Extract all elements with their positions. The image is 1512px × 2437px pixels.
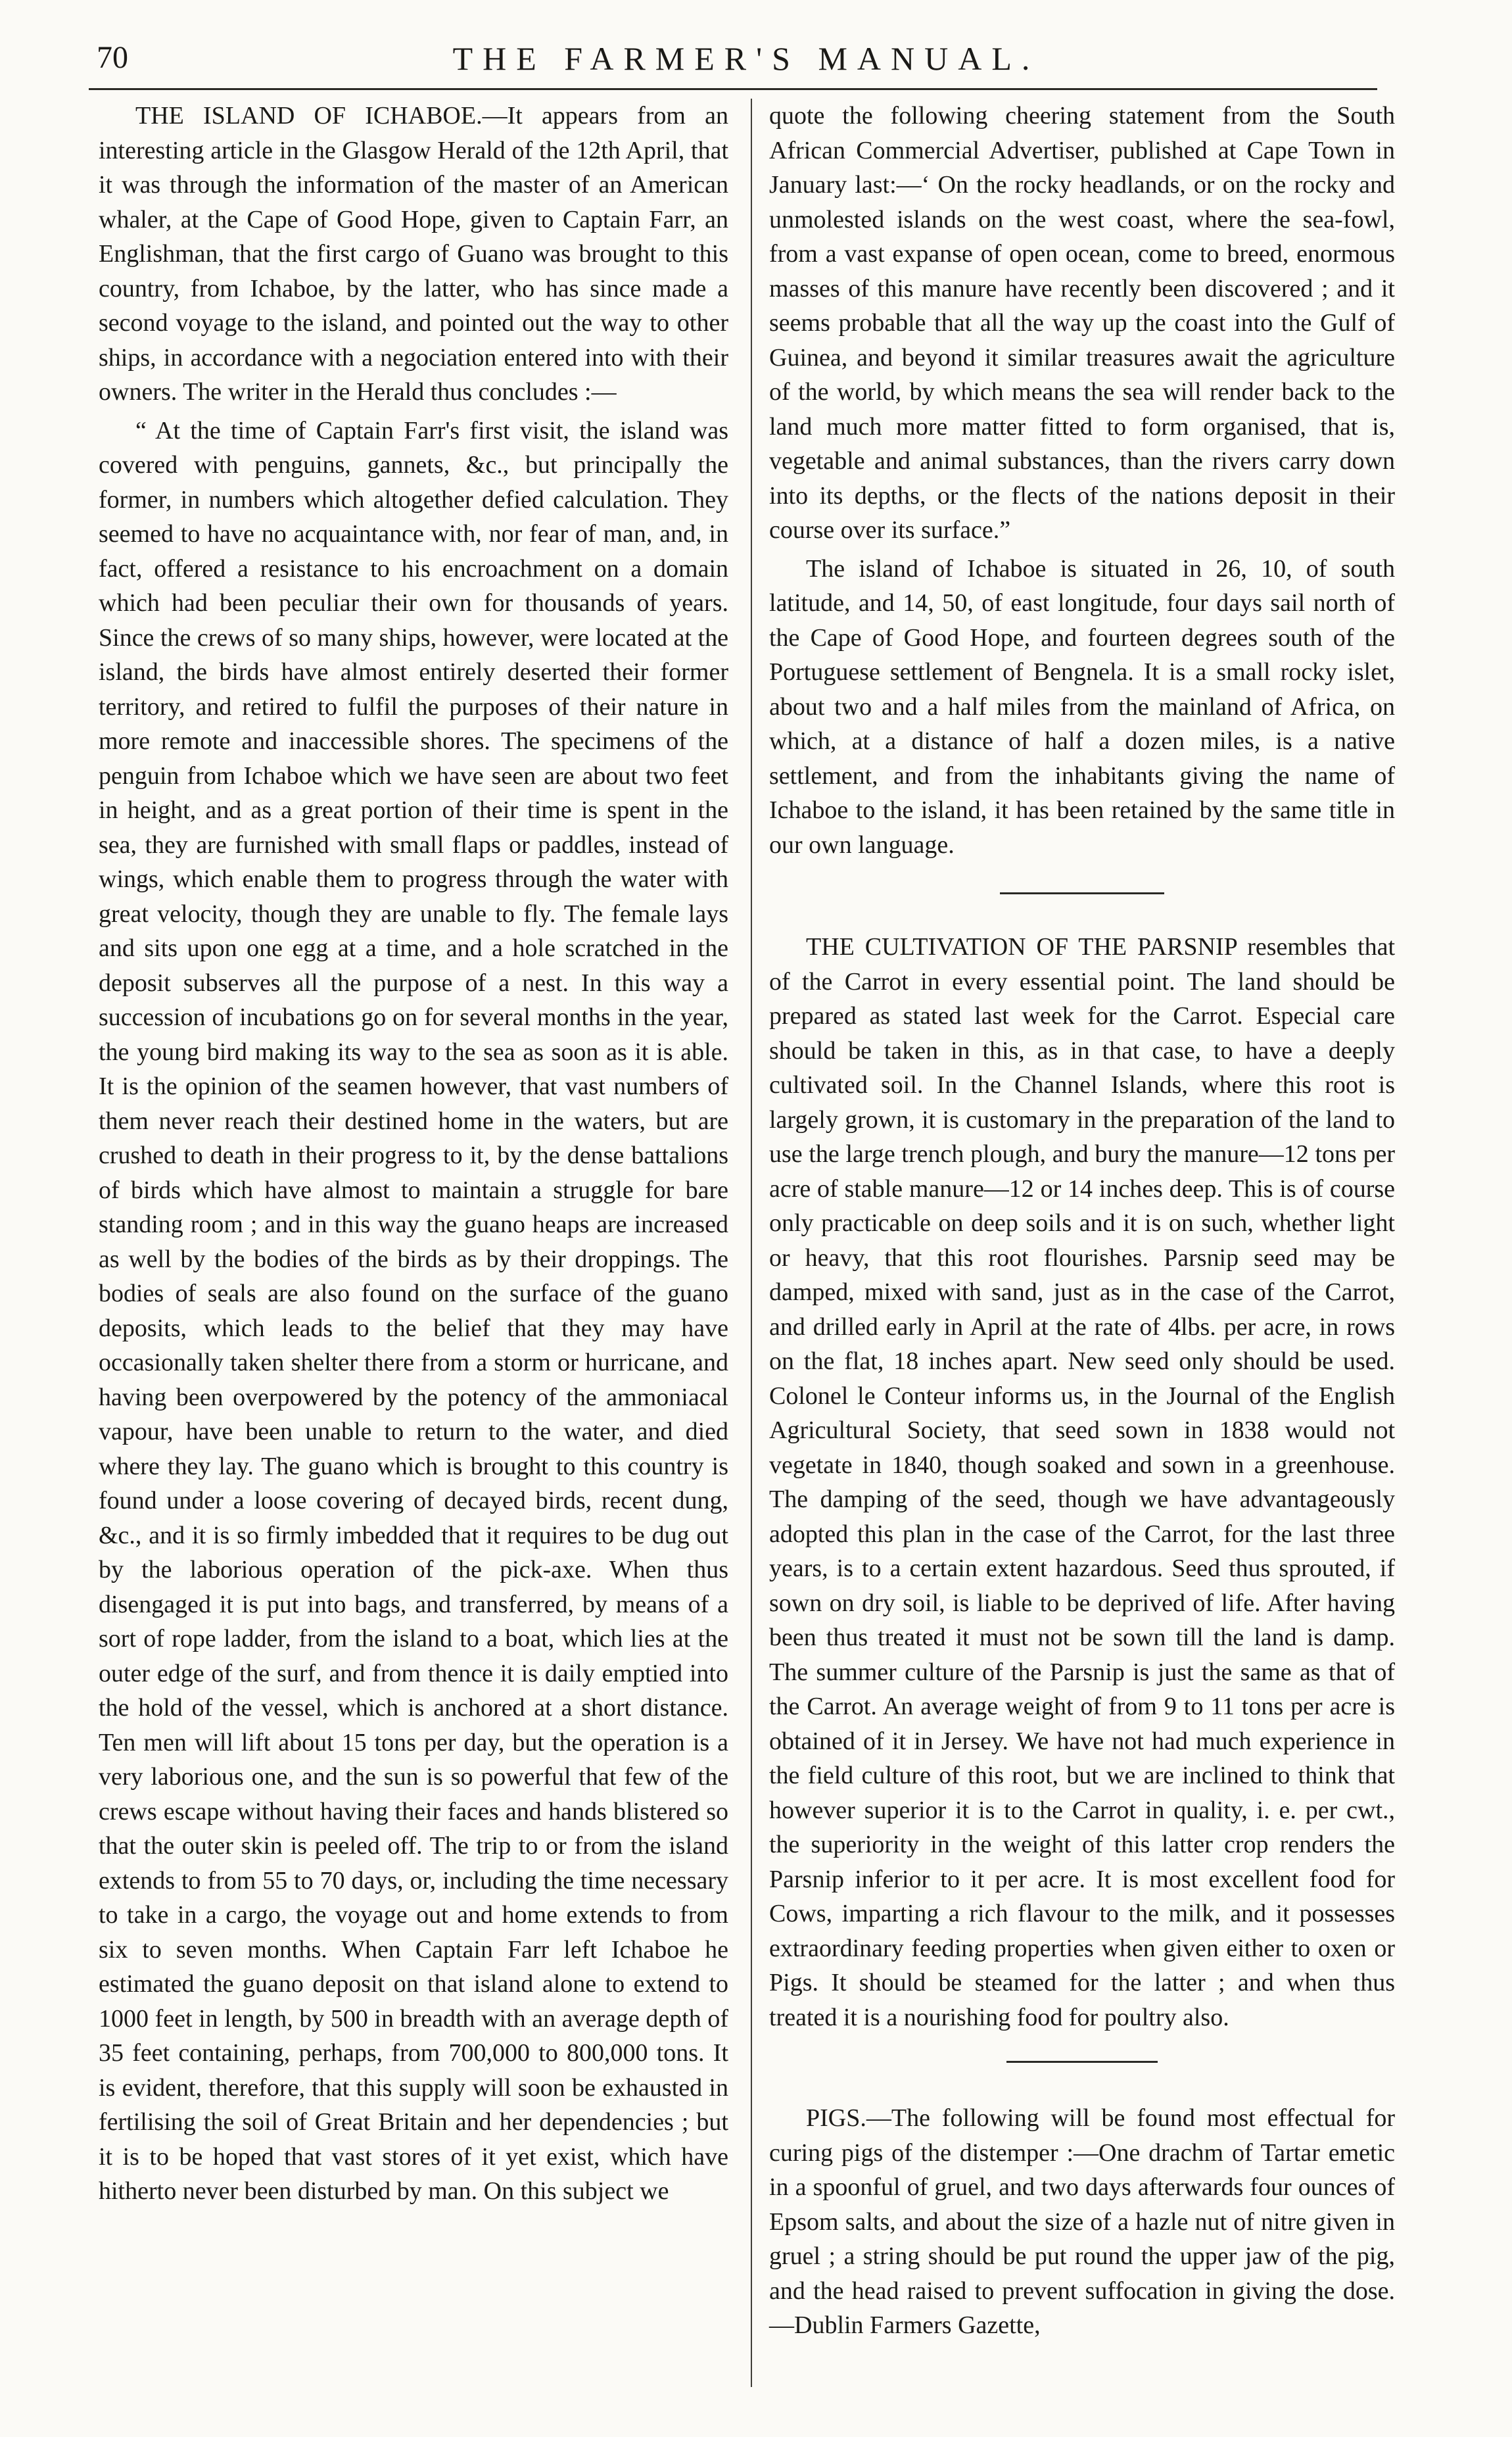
page-number: 70	[97, 40, 128, 75]
ichaboe-location-paragraph: The island of Ichaboe is situated in 26, 10, of south latitude, and 14, 50, of east longitude, four days sail north of the Cape of Good Hope, and fourteen degrees south of the Portuguese settlement of Bengnela. It is a small rocky islet, about two and a half miles from the mainland of Africa, on which, at a distance of half a dozen miles, is a native settlement, and from the inhabitants giving the name of Ichaboe to the island, it has been retained by the same title in our own language.	[769, 554, 1395, 859]
section-divider-2	[1006, 2061, 1158, 2063]
page-header	[89, 33, 1377, 90]
running-title: THE FARMER'S MANUAL.	[452, 40, 1040, 77]
ichaboe-intro-paragraph: THE ISLAND OF ICHABOE.—It appears from an interesting article in the Glasgow Herald of the 12th April, that it was through the information of the master of an American whaler, at the Cape of Good Hope, given to Captain Farr, an Englishman, that the first cargo of Guano was brought to this country, from Ichaboe, by the latter, who has since made a second voyage to the island, and pointed out the way to other ships, in accordance with a negociation entered into with their owners. The writer in the Herald thus concludes :—	[99, 102, 728, 406]
left-column	[99, 99, 728, 2209]
herald-quote-paragraph: “ At the time of Captain Farr's first visit, the island was covered with penguins, gannets, &c., but principally the former, in numbers which altogether defied calculation. They seemed to have no acquaintance with, nor fear of man, and, in fact, offered a resistance to his encroachment on a domain which had been peculiar their own for thousands of years. Since the crews of so many ships, however, were located at the island, the birds have almost entirely deserted their former territory, and retired to fulfil the purposes of their nature in more remote and inaccessible shores. The specimens of the penguin from Ichaboe which we have seen are about two feet in height, and as a great portion of their time is spent in the sea, they are furnished with small flaps or paddles, instead of wings, which enable them to progress through the water with great velocity, though they are unable to fly. The female lays and sits upon one egg at a time, and a hole scratched in the deposit subserves all the purpose of a nest. In this way a succession of incubations go on for several months in the year, the young bird making its way to the sea as soon as it is able. It is the opinion of the seamen however, that vast numbers of them never reach their destined home in the waters, but are crushed to death in their progress to it, by the dense battalions of birds which have almost to maintain a struggle for bare standing room ; and in this way the guano heaps are increased as well by the bodies of the birds as by their droppings. The bodies of seals are also found on the surface of the guano deposits, which leads to the belief that they may have occasionally taken shelter there from a storm or hurricane, and having been overpowered by the potency of the ammoniacal vapour, have been unable to return to the water, and died where they lay. The guano which is brought to this country is found under a loose covering of decayed birds, recent dung, &c., and it is so firmly imbedded that it requires to be dug out by the laborious operation of the pick-axe. When thus disengaged it is put into bags, and transferred, by means of a sort of rope ladder, from the island to a boat, which lies at the outer edge of the surf, and from thence it is daily emptied into the hold of the vessel, which is anchored at a short distance. Ten men will lift about 15 tons per day, but the operation is a very laborious one, and the sun is so powerful that few of the crews escape without having their faces and hands blistered so that the outer skin is peeled off. The trip to or from the island extends to from 55 to 70 days, or, including the time necessary to take in a cargo, the voyage out and home extends to from six to seven months. When Captain Farr left Ichaboe he estimated the guano deposit on that island alone to extend to 1000 feet in length, by 500 in breadth with an average depth of 35 feet containing, perhaps, from 700,000 to 800,000 tons. It is evident, therefore, that this supply will soon be exhausted in fertilising the soil of Great Britain and her dependencies ; but it is to be hoped that vast stores of it yet exist, which have hitherto never been disturbed by man. On this subject we	[99, 416, 728, 2205]
right-column	[769, 99, 1395, 2343]
parsnip-article: THE CULTIVATION OF THE PARSNIP resembles that of the Carrot in every essential point. The land should be prepared as stated last week for the Carrot. Especial care should be taken in this, as in that case, to have a deeply cultivated soil. In the Channel Islands, where this root is largely grown, it is customary in the preparation of the land to use the large trench plough, and bury the manure—12 tons per acre of stable manure—12 or 14 inches deep. This is of course only practicable on deep soils and it is on such, whether light or heavy, that this root flourishes. Parsnip seed may be damped, mixed with sand, just as in the case of the Carrot, and drilled early in April at the rate of 4lbs. per acre, in rows on the flat, 18 inches apart. New seed only should be used. Colonel le Conteur informs us, in the Journal of the English Agricultural Society, that seed sown in 1838 would not vegetate in 1840, though soaked and sown in a greenhouse. The damping of the seed, though we have advantageously adopted this plan in the case of the Carrot, for the last three years, is to a certain extent hazardous. Seed thus sprouted, if sown on dry soil, is liable to be deprived of life. After having been thus treated it must not be sown till the land is damp. The summer culture of the Parsnip is just the same as that of the Carrot. An average weight of from 9 to 11 tons per acre is obtained of it in Jersey. We have not had much experience in the field culture of this root, but we are inclined to think that however superior it is to the Carrot in quality, i. e. per cwt., the superiority in the weight of this latter crop renders the Parsnip inferior to it per acre. It is most excellent food for Cows, imparting a rich flavour to the milk, and it possesses extraordinary feeding properties when given either to oxen or Pigs. It should be steamed for the latter ; and when thus treated it is a nourishing food for poultry also.	[769, 933, 1395, 2031]
section-divider	[1000, 892, 1164, 894]
column-divider	[751, 99, 752, 2387]
quote-continuation-paragraph: quote the following cheering statement from the South African Commercial Advertiser, published at Cape Town in January last:—‘ On the rocky headlands, or on the rocky and unmolested islands on the west coast, where the sea-fowl, from a vast expanse of open ocean, come to breed, enormous masses of this manure have recently been discovered ; and it seems probable that all the way up the coast into the Gulf of Guinea, and beyond it similar treasures await the agriculture of the world, by which means the sea will render back to the land much more matter fitted to form organised, that is, vegetable and animal substances, than the rivers carry down into its depths, or the flects of the nations deposit in their course over its surface.”	[769, 102, 1395, 544]
pigs-article: PIGS.—The following will be found most effectual for curing pigs of the distemper :—One drachm of Tartar emetic in a spoonful of gruel, and two days afterwards four ounces of Epsom salts, and about the size of a hazle nut of nitre given in gruel ; a string should be put round the upper jaw of the pig, and the head raised to prevent suffocation in giving the dose.—Dublin Farmers Gazette,	[769, 2104, 1395, 2339]
